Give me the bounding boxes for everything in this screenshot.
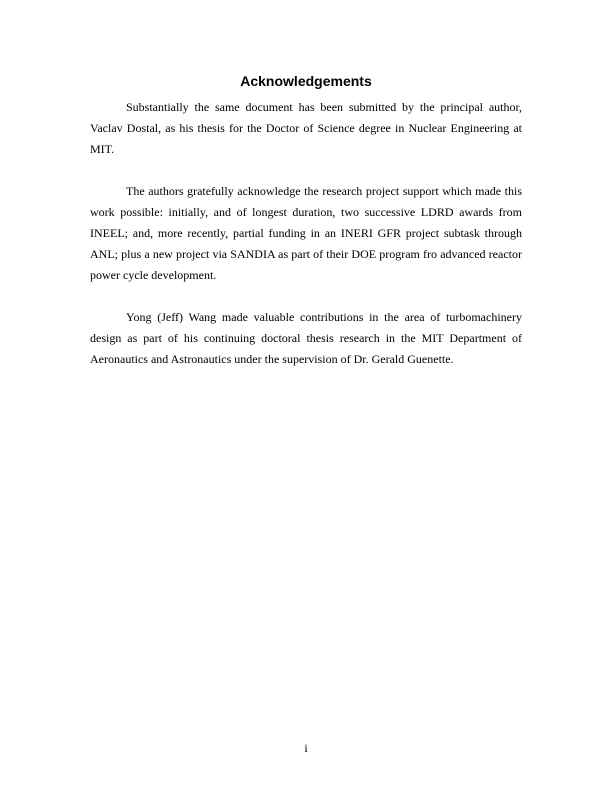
page-title: Acknowledgements	[240, 73, 372, 89]
paragraph-funding-acknowledgement: The authors gratefully acknowledge the research project support which made this work possible: initially, and of longest duration, two successive LDRD awards from INEEL; and, more recently, partial funding in an INERI GFR project subtask through ANL; plus a new project via SANDIA as part of their DOE program fro advanced reactor power cycle development.	[90, 184, 522, 282]
paragraph-contributor-acknowledgement: Yong (Jeff) Wang made valuable contributions in the area of turbomachinery design as part of his continuing doctoral thesis research in the MIT Department of Aeronautics and Astronautics under the supervision of Dr. Gerald Guenette.	[90, 310, 522, 366]
page-number: i	[304, 741, 308, 755]
paragraph-submission-note: Substantially the same document has been submitted by the principal author, Vaclav Dostal, as his thesis for the Doctor of Science degree in Nuclear Engineering at MIT.	[90, 100, 522, 156]
body-text	[90, 97, 522, 391]
